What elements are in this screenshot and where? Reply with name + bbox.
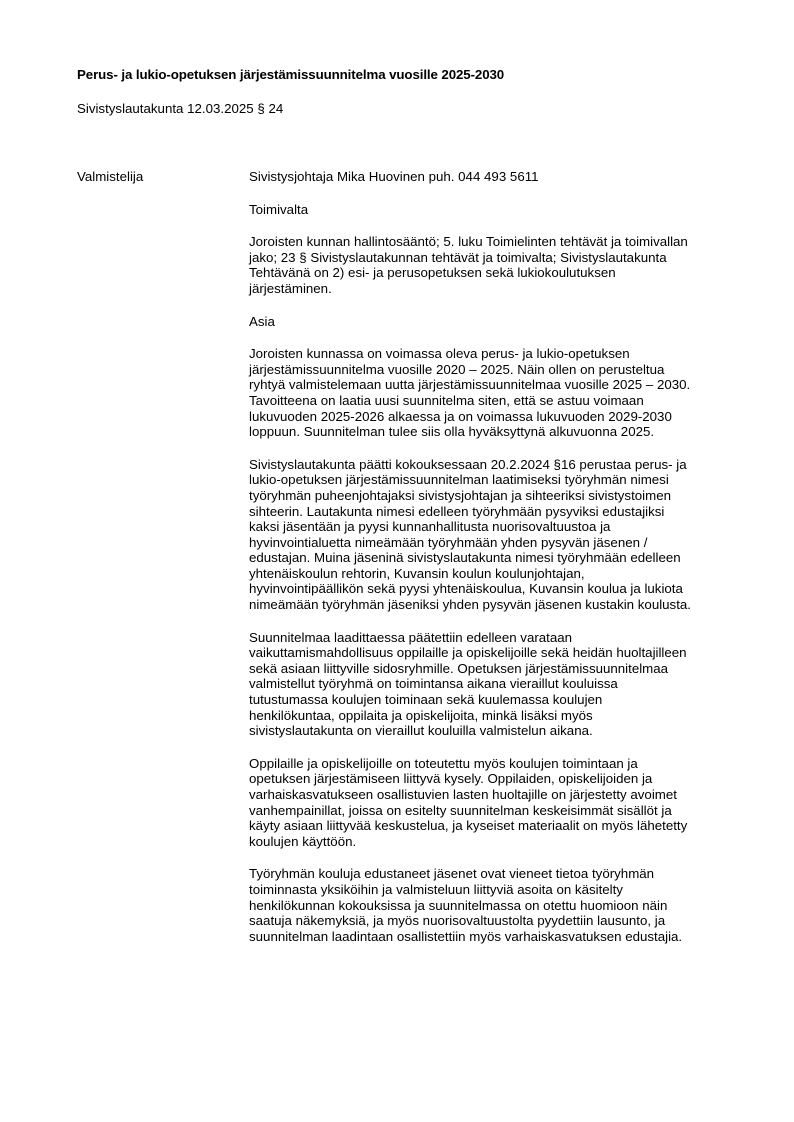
text-line: jako; 23 § Sivistyslautakunnan tehtävät ja toimivalta; Sivistyslautakunta	[249, 249, 667, 265]
text-line: nimeämään työryhmän jäseniksi yhden pysyvän jäsenen kustakin koulusta.	[249, 597, 691, 613]
text-line: ryhtyä valmistelemaan uutta järjestämissuunnitelmaa vuosille 2025 – 2030.	[249, 377, 691, 393]
text-line: Työryhmän kouluja edustaneet jäsenet ovat vieneet tietoa työryhmän	[249, 866, 655, 882]
text-line: Toimivalta	[249, 201, 309, 217]
body-paragraph	[249, 169, 749, 185]
text-line: tutustumassa koulujen toiminaan sekä kuulemassa koulujen	[249, 692, 603, 708]
body-paragraph	[249, 630, 749, 739]
text-line: Asia	[249, 313, 275, 329]
text-line: koulujen käyttöön.	[249, 833, 357, 849]
text-line: Joroisten kunnan hallintosääntö; 5. luku Toimielinten tehtävät ja toimivallan	[249, 234, 688, 250]
body-paragraph	[249, 202, 749, 218]
text-line: lukuvuoden 2025-2026 alkaessa ja on voimassa lukuvuoden 2029-2030	[249, 408, 672, 424]
text-line: sihteerin. Lautakunta nimesi edelleen työryhmään pysyviksi edustajiksi	[249, 503, 665, 519]
text-line: sivistyslautakunta on vieraillut kouluilla valmistelun aikana.	[249, 723, 593, 739]
text-line: suunnitelman laadintaan osallistettiin myös varhaiskasvatuksen edustajia.	[249, 928, 683, 944]
document-title: Perus- ja lukio-opetuksen järjestämissuunnitelma vuosille 2025-2030	[77, 67, 505, 82]
document-body	[249, 169, 749, 961]
text-line: yhtenäiskoulun rehtorin, Kuvansin koulun koulunjohtajan,	[249, 565, 585, 581]
text-line: henkilökunnan kokouksissa ja suunnitelmassa on otettu huomioon näin	[249, 897, 668, 913]
body-paragraph	[249, 457, 749, 613]
text-line: lukio-opetuksen järjestämissuunnitelman laatimiseksi työryhmän nimesi	[249, 472, 669, 488]
text-line: edustajan. Muina jäseninä sivistyslautakunta nimesi työryhmään edelleen	[249, 550, 681, 566]
body-paragraph	[249, 866, 749, 944]
text-line: hyvinvointialuetta nimeämään työryhmään yhden pysyvän jäsenen /	[249, 534, 648, 550]
text-line: Sivistyslautakunta päätti kokouksessaan 20.2.2024 §16 perustaa perus- ja	[249, 456, 687, 472]
text-line: vaikuttamismahdollisuus oppilaille ja opiskelijoille sekä heidän huoltajilleen	[249, 645, 687, 661]
text-line: Oppilaille ja opiskelijoille on toteutettu myös koulujen toimintaan ja	[249, 755, 638, 771]
text-line: valmistellut työryhmä on toimintansa aikana vieraillut kouluissa	[249, 676, 618, 692]
text-line: Sivistysjohtaja Mika Huovinen puh. 044 493 5611	[249, 169, 539, 184]
body-paragraph	[249, 346, 749, 440]
text-line: vanhempainillat, joissa on esitelty suunnitelman keskeisimmät sisällöt ja	[249, 802, 672, 818]
meeting-reference: Sivistyslautakunta 12.03.2025 § 24	[77, 101, 284, 116]
body-paragraph	[249, 314, 749, 330]
text-line: opetuksen järjestämiseen liittyvä kysely. Oppilaiden, opiskelijoiden ja	[249, 771, 653, 787]
text-line: hyvinvointipäällikön sekä pyysi yhtenäiskoulua, Kuvansin koulua ja lukiota	[249, 581, 683, 597]
text-line: varhaiskasvatukseen osallistuvien lasten huoltajille on järjestetty avoimet	[249, 787, 677, 802]
text-line: käyty asiaan liittyvää keskustelua, ja kyseiset materiaalit on myös lähetetty	[249, 818, 688, 834]
body-paragraph	[249, 756, 749, 850]
text-line: järjestämissuunnitelma vuosille 2020 – 2025. Näin ollen on perusteltua	[249, 361, 665, 377]
text-line: järjestäminen.	[249, 280, 332, 296]
text-line: toiminnasta yksiköihin ja valmisteluun liittyviä asoita on käsitelty	[249, 881, 623, 897]
text-line: loppuun. Suunnitelman tulee siis olla hyväksyttynä alkuvuonna 2025.	[249, 424, 655, 440]
text-line: Joroisten kunnassa on voimassa oleva perus- ja lukio-opetuksen	[249, 346, 630, 362]
text-line: Tavoitteena on laatia uusi suunnitelma siten, että se astuu voimaan	[249, 392, 644, 408]
text-line: saatuja näkemyksiä, ja myös nuorisovaltuustolta pyydettiin lausunto, ja	[249, 913, 666, 929]
preparer-label: Valmistelija	[77, 169, 144, 184]
text-line: kaksi jäsentään ja pyysi kunnanhallitusta nuorisovaltuustoa ja	[249, 519, 611, 535]
body-paragraph	[249, 234, 749, 296]
text-line: Suunnitelmaa laadittaessa päätettiin edelleen varataan	[249, 629, 573, 645]
text-line: henkilökuntaa, oppilaita ja opiskelijoita, minkä lisäksi myös	[249, 707, 593, 723]
text-line: sekä asiaan liittyville sidosryhmille. Opetuksen järjestämissuunnitelmaa	[249, 660, 669, 676]
text-line: työryhmän puheenjohtajaksi sivistysjohtajan ja sihteeriksi sivistystoimen	[249, 487, 671, 503]
text-line: Tehtävänä on 2) esi- ja perusopetuksen sekä lukiokoulutuksen	[249, 265, 616, 281]
